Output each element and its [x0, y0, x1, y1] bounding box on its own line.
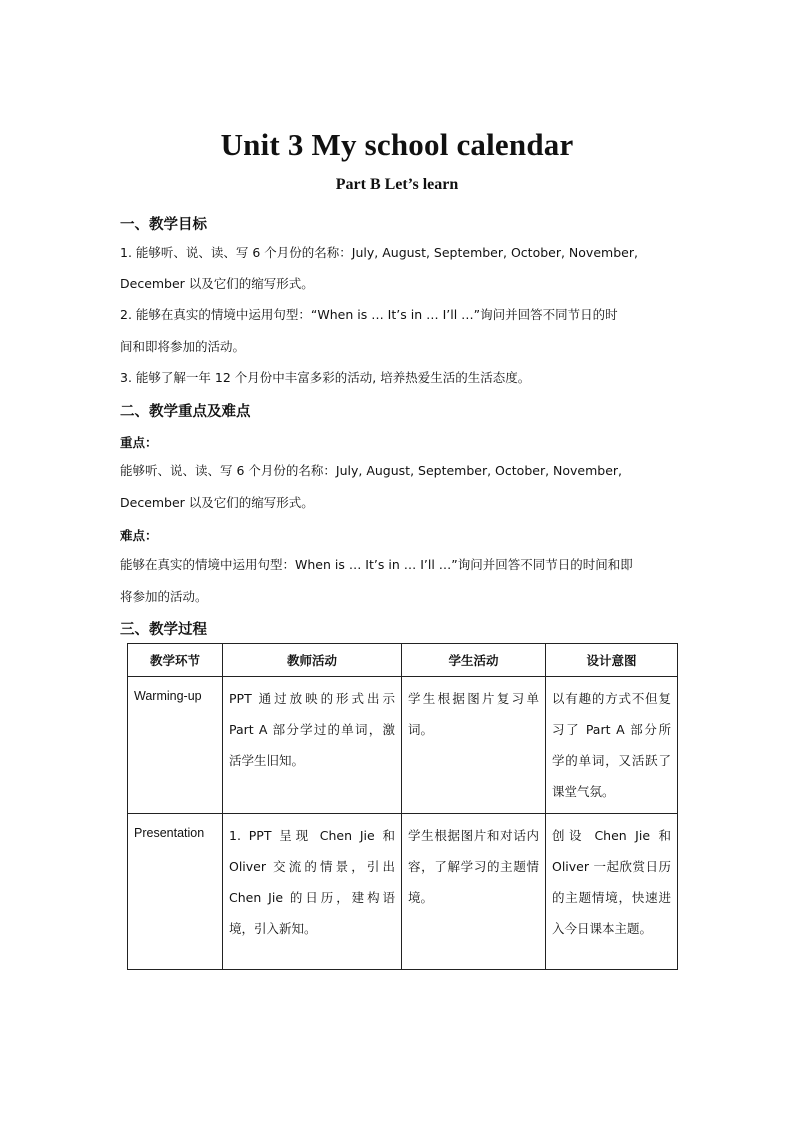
- objective-line: 1. 能够听、说、读、写 6 个月份的名称：July, August, September, October, November,: [120, 245, 638, 260]
- section-heading-objectives: 一、教学目标: [120, 217, 207, 233]
- table-row: [128, 814, 678, 970]
- design-intent-cell: 创设 Chen Jie 和 Oliver 一起欣赏日历的主题情境，快速进入今日课本主题。: [546, 814, 678, 970]
- stage-cell: Warming-up: [128, 677, 223, 814]
- teaching-process-table: [127, 643, 678, 970]
- column-header: 教师活动: [223, 644, 402, 677]
- document-subtitle: Part B Let’s learn: [335, 176, 459, 193]
- table-header-row: [128, 644, 678, 677]
- document-title: Unit 3 My school calendar: [220, 127, 574, 162]
- difficulty-line: 将参加的活动。: [120, 589, 208, 604]
- difficulty-line: 能够在真实的情境中运用句型：When is … It’s in … I’ll …”询问并回答不同节日的时间和即: [120, 557, 633, 572]
- design-intent-cell: 以有趣的方式不但复习了 Part A 部分所学的单词，又活跃了课堂气氛。: [546, 677, 678, 814]
- objective-line: 3. 能够了解一年 12 个月份中丰富多彩的活动, 培养热爱生活的生活态度。: [120, 370, 531, 385]
- objective-line: December 以及它们的缩写形式。: [120, 276, 314, 291]
- objective-line: 2. 能够在真实的情境中运用句型：“When is … It’s in … I’ll …”询问并回答不同节日的时: [120, 307, 618, 322]
- difficulty-label: 难点：: [120, 528, 158, 543]
- objective-line: 间和即将参加的活动。: [120, 339, 246, 354]
- section-heading-process: 三、教学过程: [120, 622, 207, 638]
- column-header: 教学环节: [128, 644, 223, 677]
- teacher-activity-cell: PPT 通过放映的形式出示 Part A 部分学过的单词，激活学生旧知。: [223, 677, 402, 814]
- focus-label: 重点：: [120, 435, 158, 450]
- student-activity-cell: 学生根据图片复习单词。: [402, 677, 546, 814]
- teacher-activity-cell: 1. PPT 呈现 Chen Jie 和 Oliver 交流的情景，引出 Chen Jie 的日历，建构语境，引入新知。: [223, 814, 402, 970]
- focus-line: December 以及它们的缩写形式。: [120, 495, 314, 510]
- column-header: 设计意图: [546, 644, 678, 677]
- student-activity-cell: 学生根据图片和对话内容，了解学习的主题情境。: [402, 814, 546, 970]
- focus-line: 能够听、说、读、写 6 个月份的名称：July, August, September, October, November,: [120, 463, 623, 478]
- table-row: [128, 677, 678, 814]
- column-header: 学生活动: [402, 644, 546, 677]
- stage-cell: Presentation: [128, 814, 223, 970]
- section-heading-key-points: 二、教学重点及难点: [120, 404, 251, 420]
